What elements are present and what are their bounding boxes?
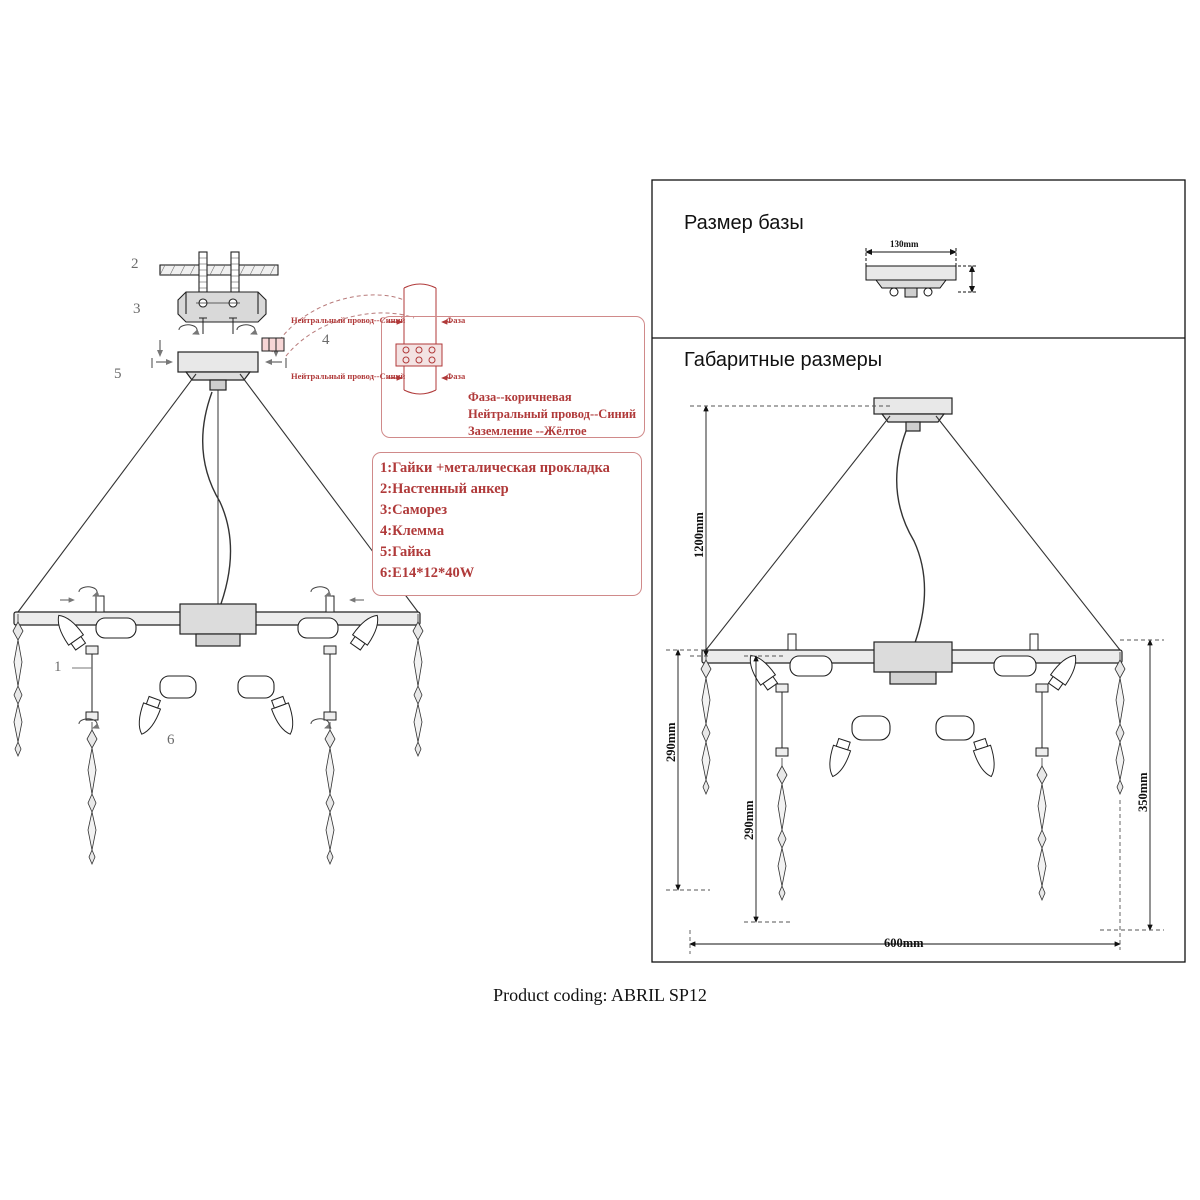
callout-number-2: 2 [131, 256, 139, 272]
parts-legend-item-1: 1:Гайки +металическая прокладка [380, 460, 610, 476]
wire-label-phase-top: Фаза [446, 315, 466, 325]
wire-label-neutral-top: Нейтральный провод--Синий [291, 315, 406, 325]
parts-legend-item-3: 3:Саморез [380, 502, 448, 518]
product-code-caption: Product coding: ABRIL SP12 [493, 985, 707, 1005]
callout-number-5: 5 [114, 366, 122, 382]
overall-size-title: Габаритные размеры [684, 349, 883, 371]
parts-legend-list [380, 460, 642, 586]
callout-number-1: 1 [54, 659, 62, 675]
base-size-title: Размер базы [684, 212, 804, 234]
wiring-legend-ground: Заземление --Жёлтое [468, 423, 587, 438]
base-width-label: 130mm [890, 239, 919, 249]
callout-number-4: 4 [322, 332, 330, 348]
fixture-height-label: 350mm [1136, 772, 1150, 812]
inner-crystal-height-label: 290mm [742, 800, 756, 840]
callout-number-6: 6 [167, 732, 175, 748]
parts-legend-item-6: 6:E14*12*40W [380, 565, 475, 581]
parts-legend-item-2: 2:Настенный анкер [380, 481, 509, 497]
wiring-legend-phase: Фаза--коричневая [468, 390, 572, 404]
callout-number-3: 3 [133, 301, 141, 317]
parts-legend-item-5: 5:Гайка [380, 544, 432, 560]
wiring-color-legend [468, 389, 636, 440]
parts-legend-item-4: 4:Клемма [380, 523, 445, 539]
overall-width-label: 600mm [884, 936, 924, 950]
drop-height-label: 1200mm [692, 512, 706, 558]
left-crystal-height-label: 290mm [664, 722, 678, 762]
wiring-legend-neutral: Нейтральный провод--Синий [468, 406, 637, 421]
wire-label-phase-bottom: Фаза [446, 371, 466, 381]
wire-label-neutral-bottom: Нейтральный провод--Синий [291, 371, 406, 381]
